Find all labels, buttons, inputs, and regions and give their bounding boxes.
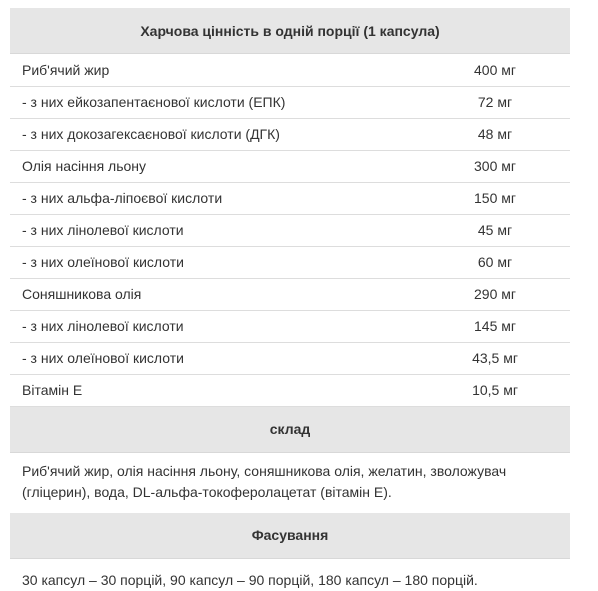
nutrient-name: - з них олеїнової кислоти [10,246,420,278]
table-row [10,342,570,374]
nutrition-heading: Харчова цінність в одній порції (1 капсула) [10,8,570,54]
table-row [10,54,570,86]
table-row [10,86,570,118]
nutrient-amount: 290 мг [420,278,570,310]
nutrient-amount: 43,5 мг [420,342,570,374]
composition-text: Риб'ячий жир, олія насіння льону, соняшникова олія, желатин, зволожувач (гліцерин), вода, DL-альфа-токоферолацетат (вітамін Е). [22,462,507,500]
table-row [10,214,570,246]
packaging-text: 30 капсул – 30 порцій, 90 капсул – 90 порцій, 180 капсул – 180 порцій. [22,571,478,588]
product-info [10,8,570,591]
nutrient-amount: 145 мг [420,310,570,342]
nutrient-name: - з них альфа-ліпоєвої кислоти [10,182,420,214]
nutrient-amount: 45 мг [420,214,570,246]
nutrient-name: - з них олеїнової кислоти [10,342,420,374]
packaging-heading: Фасування [10,513,570,559]
nutrient-amount: 300 мг [420,150,570,182]
table-row [10,150,570,182]
nutrient-amount: 150 мг [420,182,570,214]
nutrient-amount: 72 мг [420,86,570,118]
nutrient-name: Вітамін Е [10,374,420,406]
nutrient-name: Соняшникова олія [10,278,420,310]
nutrient-name: - з них лінолевої кислоти [10,310,420,342]
nutrient-amount: 400 мг [420,54,570,86]
nutrient-name: Олія насіння льону [10,150,420,182]
nutrient-name: - з них докозагексаєнової кислоти (ДГК) [10,118,420,150]
table-row [10,310,570,342]
nutrient-amount: 10,5 мг [420,374,570,406]
nutrient-amount: 60 мг [420,246,570,278]
nutrient-name: Риб'ячий жир [10,54,420,86]
table-row [10,118,570,150]
table-row [10,182,570,214]
table-row [10,374,570,406]
nutrient-name: - з них лінолевої кислоти [10,214,420,246]
table-row [10,278,570,310]
composition-heading: склад [10,407,570,453]
nutrient-amount: 48 мг [420,118,570,150]
nutrient-name: - з них ейкозапентаєнової кислоти (ЕПК) [10,86,420,118]
table-row [10,246,570,278]
nutrition-table [10,54,570,407]
